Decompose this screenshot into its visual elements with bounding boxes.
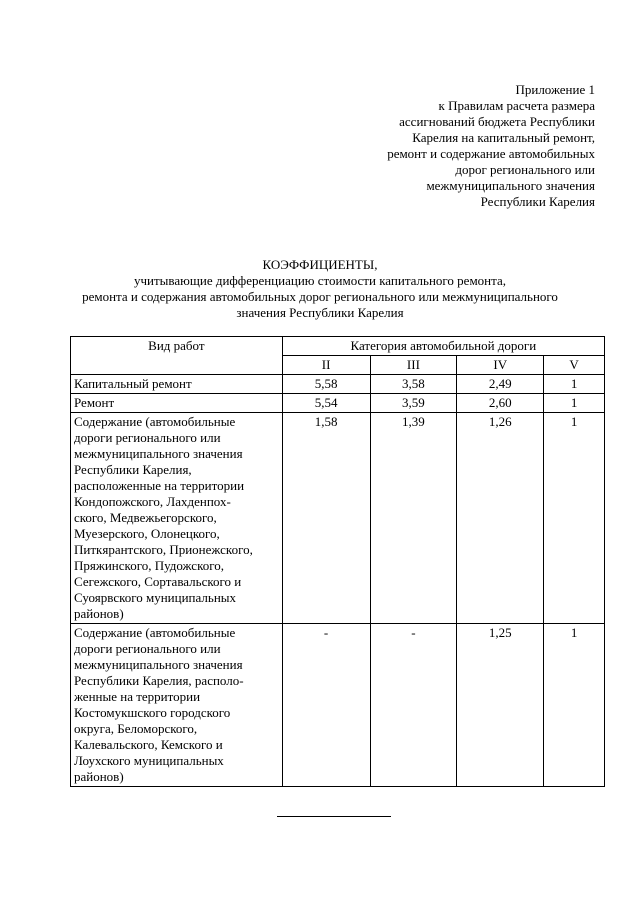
work-type-line: районов) (74, 606, 124, 621)
value-cell: 2,49 (457, 375, 544, 394)
appendix-header (387, 82, 595, 210)
title-line: ремонта и содержания автомобильных дорог регионального или межмуниципального (82, 289, 558, 304)
work-type-line: Содержание (автомобильные (74, 414, 236, 429)
work-type-cell (71, 413, 283, 624)
value-cell: 1,58 (282, 413, 370, 624)
value-cell: 1 (544, 375, 605, 394)
work-type-line: расположенные на территории (74, 478, 245, 493)
header-category-v: V (544, 356, 605, 375)
value-cell: 1 (544, 624, 605, 787)
value-cell: 5,54 (282, 394, 370, 413)
title-line: значения Республики Карелия (236, 305, 404, 320)
work-type-line: Костомукшского городского (74, 705, 231, 720)
table-row (71, 413, 605, 624)
work-type-line: Пряжинского, Пудожского, (74, 558, 224, 573)
title-line: учитывающие дифференциацию стоимости капитального ремонта, (134, 273, 506, 288)
work-type-cell (71, 624, 283, 787)
value-cell: 3,59 (370, 394, 457, 413)
table-row (71, 624, 605, 787)
work-type-cell (71, 375, 283, 394)
table-row (71, 375, 605, 394)
coefficients-table (70, 336, 605, 787)
value-cell: 1 (544, 413, 605, 624)
appendix-line: ремонт и содержание автомобильных (387, 146, 595, 161)
appendix-line: ассигнований бюджета Республики (399, 114, 595, 129)
work-type-line: Капитальный ремонт (74, 376, 192, 391)
work-type-line: ского, Медвежьегорского, (74, 510, 217, 525)
work-type-line: межмуниципального значения (74, 657, 243, 672)
work-type-line: округа, Беломорского, (74, 721, 198, 736)
table-row (71, 394, 605, 413)
work-type-line: Республики Карелия, (74, 462, 192, 477)
work-type-line: женные на территории (74, 689, 201, 704)
work-type-line: дороги регионального или (74, 430, 221, 445)
value-cell: 1,26 (457, 413, 544, 624)
header-work-type: Вид работ (71, 337, 283, 375)
header-road-category: Категория автомобильной дороги (282, 337, 604, 356)
table-header-row (71, 337, 605, 356)
value-cell: 1 (544, 394, 605, 413)
work-type-cell (71, 394, 283, 413)
work-type-line: межмуниципального значения (74, 446, 243, 461)
work-type-line: Кондопожского, Лахденпох- (74, 494, 231, 509)
appendix-line: дорог регионального или (455, 162, 595, 177)
work-type-line: Калевальского, Кемского и (74, 737, 223, 752)
work-type-line: Республики Карелия, располо- (74, 673, 244, 688)
work-type-line: Питкярантского, Прионежского, (74, 542, 253, 557)
work-type-line: Муезерского, Олонецкого, (74, 526, 220, 541)
document-title (0, 257, 640, 321)
value-cell: - (282, 624, 370, 787)
appendix-line: к Правилам расчета размера (438, 98, 595, 113)
header-category-iii: III (370, 356, 457, 375)
work-type-line: дороги регионального или (74, 641, 221, 656)
work-type-line: районов) (74, 769, 124, 784)
appendix-line: Приложение 1 (515, 82, 595, 97)
appendix-line: межмуниципального значения (426, 178, 595, 193)
header-category-iv: IV (457, 356, 544, 375)
value-cell: 1,39 (370, 413, 457, 624)
value-cell: 2,60 (457, 394, 544, 413)
value-cell: 5,58 (282, 375, 370, 394)
value-cell: - (370, 624, 457, 787)
work-type-line: Содержание (автомобильные (74, 625, 236, 640)
end-separator-line (277, 816, 391, 817)
title-line: КОЭФФИЦИЕНТЫ, (262, 257, 378, 272)
work-type-line: Суоярвского муниципальных (74, 590, 237, 605)
appendix-line: Республики Карелия (480, 194, 595, 209)
value-cell: 1,25 (457, 624, 544, 787)
work-type-line: Ремонт (74, 395, 115, 410)
value-cell: 3,58 (370, 375, 457, 394)
work-type-line: Лоухского муниципальных (74, 753, 224, 768)
work-type-line: Сегежского, Сортавальского и (74, 574, 242, 589)
appendix-line: Карелия на капитальный ремонт, (412, 130, 595, 145)
header-category-ii: II (282, 356, 370, 375)
